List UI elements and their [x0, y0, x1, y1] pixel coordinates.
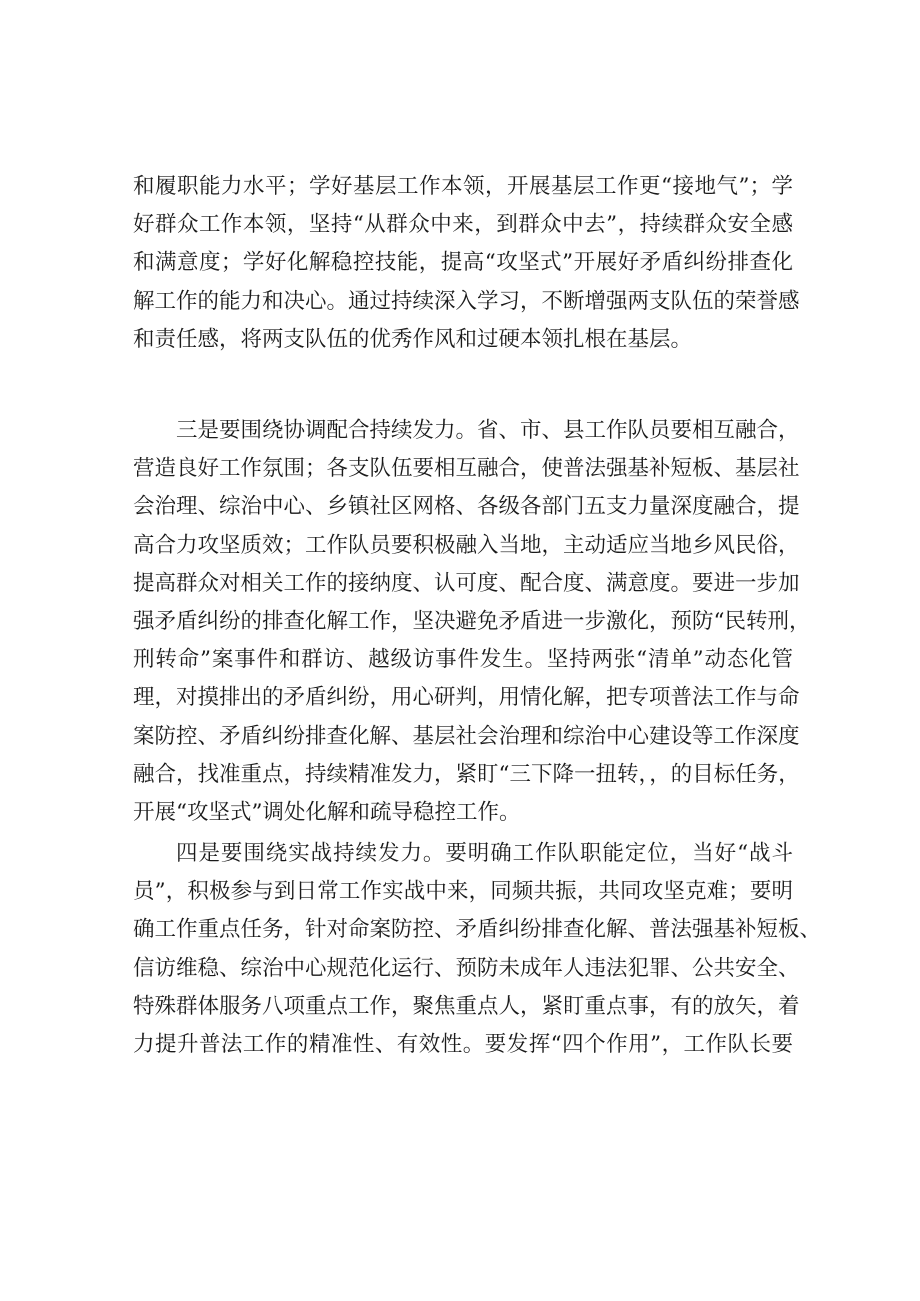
paragraph-line: 开展“攻坚式”调处化解和疏导稳控工作。: [133, 799, 521, 825]
paragraph-line: 刑转命”案事件和群访、越级访事件发生。坚持两张“清单”动态化管: [133, 647, 793, 673]
paragraph-line: 高合力攻坚质效；工作队员要积极融入当地，主动适应当地乡风民俗，: [133, 532, 800, 558]
paragraph-practice: [133, 835, 822, 1064]
paragraph-line: 三是要围绕协调配合持续发力。省、市、县工作队员要相互融合，: [176, 418, 800, 443]
paragraph-study-skills: [133, 168, 800, 359]
paragraph-line: 好群众工作本领，坚持“从群众中来，到群众中去”，持续群众安全感: [133, 212, 793, 238]
paragraph-line: 员”，积极参与到日常工作实战中来，同频共振，共同攻坚克难；要明: [133, 879, 793, 905]
paragraph-line: 营造良好工作氛围；各支队伍要相互融合，使普法强基补短板、基层社: [133, 456, 800, 482]
paragraph-line: 提高群众对相关工作的接纳度、认可度、配合度、满意度。要进一步加: [133, 570, 800, 596]
paragraph-line: 和满意度；学好化解稳控技能，提高“攻坚式”开展好矛盾纠纷排查化: [133, 250, 793, 276]
paragraph-line: 四是要围绕实战持续发力。要明确工作队职能定位，当好“战斗: [176, 841, 793, 866]
paragraph-line: 理，对摸排出的矛盾纠纷，用心研判，用情化解，把专项普法工作与命: [133, 685, 800, 711]
paragraph-line: 和责任感，将两支队伍的优秀作风和过硬本领扎根在基层。: [133, 326, 693, 352]
paragraph-coordination: [133, 412, 811, 832]
paragraph-line: 确工作重点任务，针对命案防控、矛盾纠纷排查化解、普法强基补短板、: [133, 917, 822, 943]
paragraph-line: 力提升普法工作的精准性、有效性。要发挥“四个作用”，工作队长要: [133, 1031, 793, 1057]
paragraph-line: 解工作的能力和决心。通过持续深入学习，不断增强两支队伍的荣誉感: [133, 288, 800, 314]
paragraph-line: 和履职能力水平；学好基层工作本领，开展基层工作更“接地气”；学: [133, 174, 793, 199]
paragraph-line: 强矛盾纠纷的排查化解工作，坚决避免矛盾进一步激化，预防“民转刑，: [133, 608, 811, 634]
paragraph-line: 特殊群体服务八项重点工作，聚焦重点人，紧盯重点事，有的放矢，着: [133, 993, 800, 1019]
paragraph-line: 会治理、综治中心、乡镇社区网格、各级各部门五支力量深度融合，提: [133, 494, 800, 520]
paragraph-line: 案防控、矛盾纠纷排查化解、基层社会治理和综治中心建设等工作深度: [133, 723, 800, 749]
paragraph-line: 信访维稳、综治中心规范化运行、预防未成年人违法犯罪、公共安全、: [133, 955, 800, 981]
paragraph-line: 融合，找准重点，持续精准发力，紧盯“三下降一扭转，，的目标任务，: [133, 761, 800, 787]
